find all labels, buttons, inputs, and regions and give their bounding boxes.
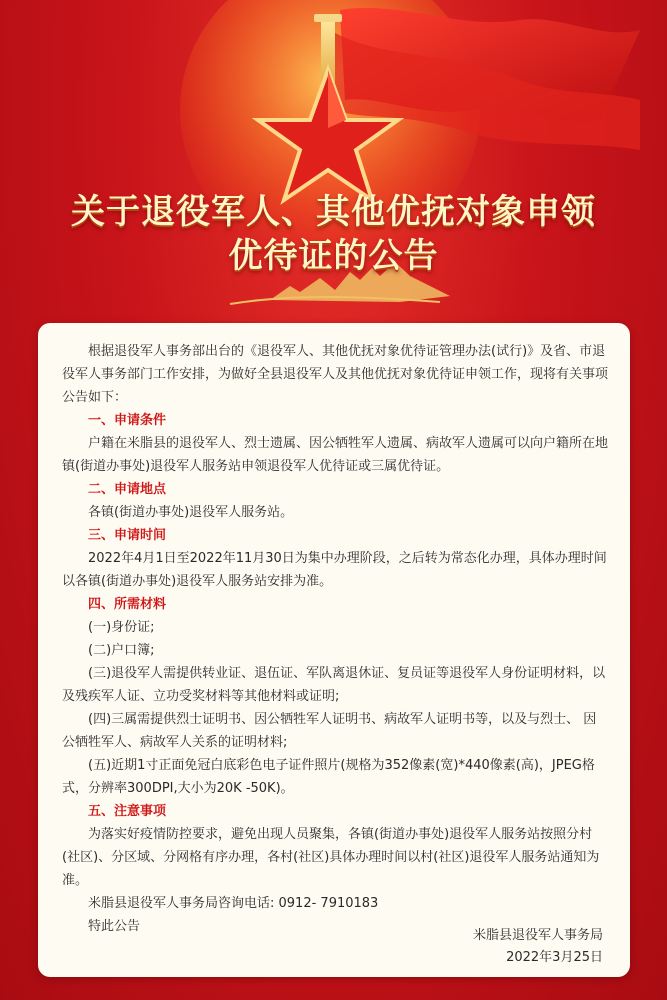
section-heading: 一、申请条件	[88, 413, 167, 428]
signature-org: 米脂县退役军人事务局	[472, 928, 603, 943]
section-paragraph: (四)三属需提供烈士证明书、因公牺牲军人证明书、病故军人证明书等，以及与烈士、 因公牺牲军人、病故军人关系的证明材料;	[62, 712, 597, 750]
section-paragraph: (三)退役军人需提供转业证、退伍证、军队离退休证、复员证等退役军人身份证明材料，以及残疾军人证、立功受奖材料等其他材料或证明;	[62, 666, 606, 704]
notice-content	[62, 340, 608, 938]
section-paragraph: 2022年4月1日至2022年11月30日为集中办理阶段，之后转为常态化办理，具体办理时间以各镇(街道办事处)退役军人服务站安排为准。	[62, 551, 607, 589]
intro-paragraph: 根据退役军人事务部出台的《退役军人、其他优抚对象优待证管理办法(试行)》及省、市退役军人事务部门工作安排，为做好全县退役军人及其他优抚对象优待证申领工作，现将有关事项公告如下：	[62, 344, 609, 405]
closing-remark: 特此公告	[88, 919, 141, 934]
signature-date: 2022年3月25日	[506, 950, 603, 965]
section-heading: 五、注意事项	[88, 804, 167, 819]
section-heading: 二、申请地点	[88, 482, 167, 497]
page-title-line1: 关于退役军人、其他优抚对象申领	[71, 192, 596, 232]
section-paragraph: 各镇(街道办事处)退役军人服务站。	[88, 505, 294, 520]
section-heading: 四、所需材料	[88, 597, 167, 612]
section-paragraph: (五)近期1寸正面免冠白底彩色电子证件照片(规格为352像素(宽)*440像素(高)，JPEG格式，分辨率300DPI,大小为20K -50K)。	[62, 758, 595, 796]
section-paragraph: (二)户口簿;	[88, 643, 155, 658]
section-paragraph: (一)身份证;	[88, 620, 155, 635]
contact-phone: 米脂县退役军人事务局咨询电话: 0912- 7910183	[88, 896, 379, 911]
section-paragraph: 为落实好疫情防控要求，避免出现人员聚集，各镇(街道办事处)退役军人服务站按照分村(社区)、分区域、分网格有序办理，各村(社区)具体办理时间以村(社区)退役军人服务站通知为准。	[62, 827, 600, 888]
section-paragraph: 户籍在米脂县的退役军人、烈士遗属、因公牺牲军人遗属、病故军人遗属可以向户籍所在地镇(街道办事处)退役军人服务站申领退役军人优待证或三属优待证。	[62, 436, 609, 474]
section-heading: 三、申请时间	[88, 528, 167, 543]
pillar-cap-shape	[314, 14, 342, 22]
page-title-line2: 优待证的公告	[228, 236, 439, 276]
